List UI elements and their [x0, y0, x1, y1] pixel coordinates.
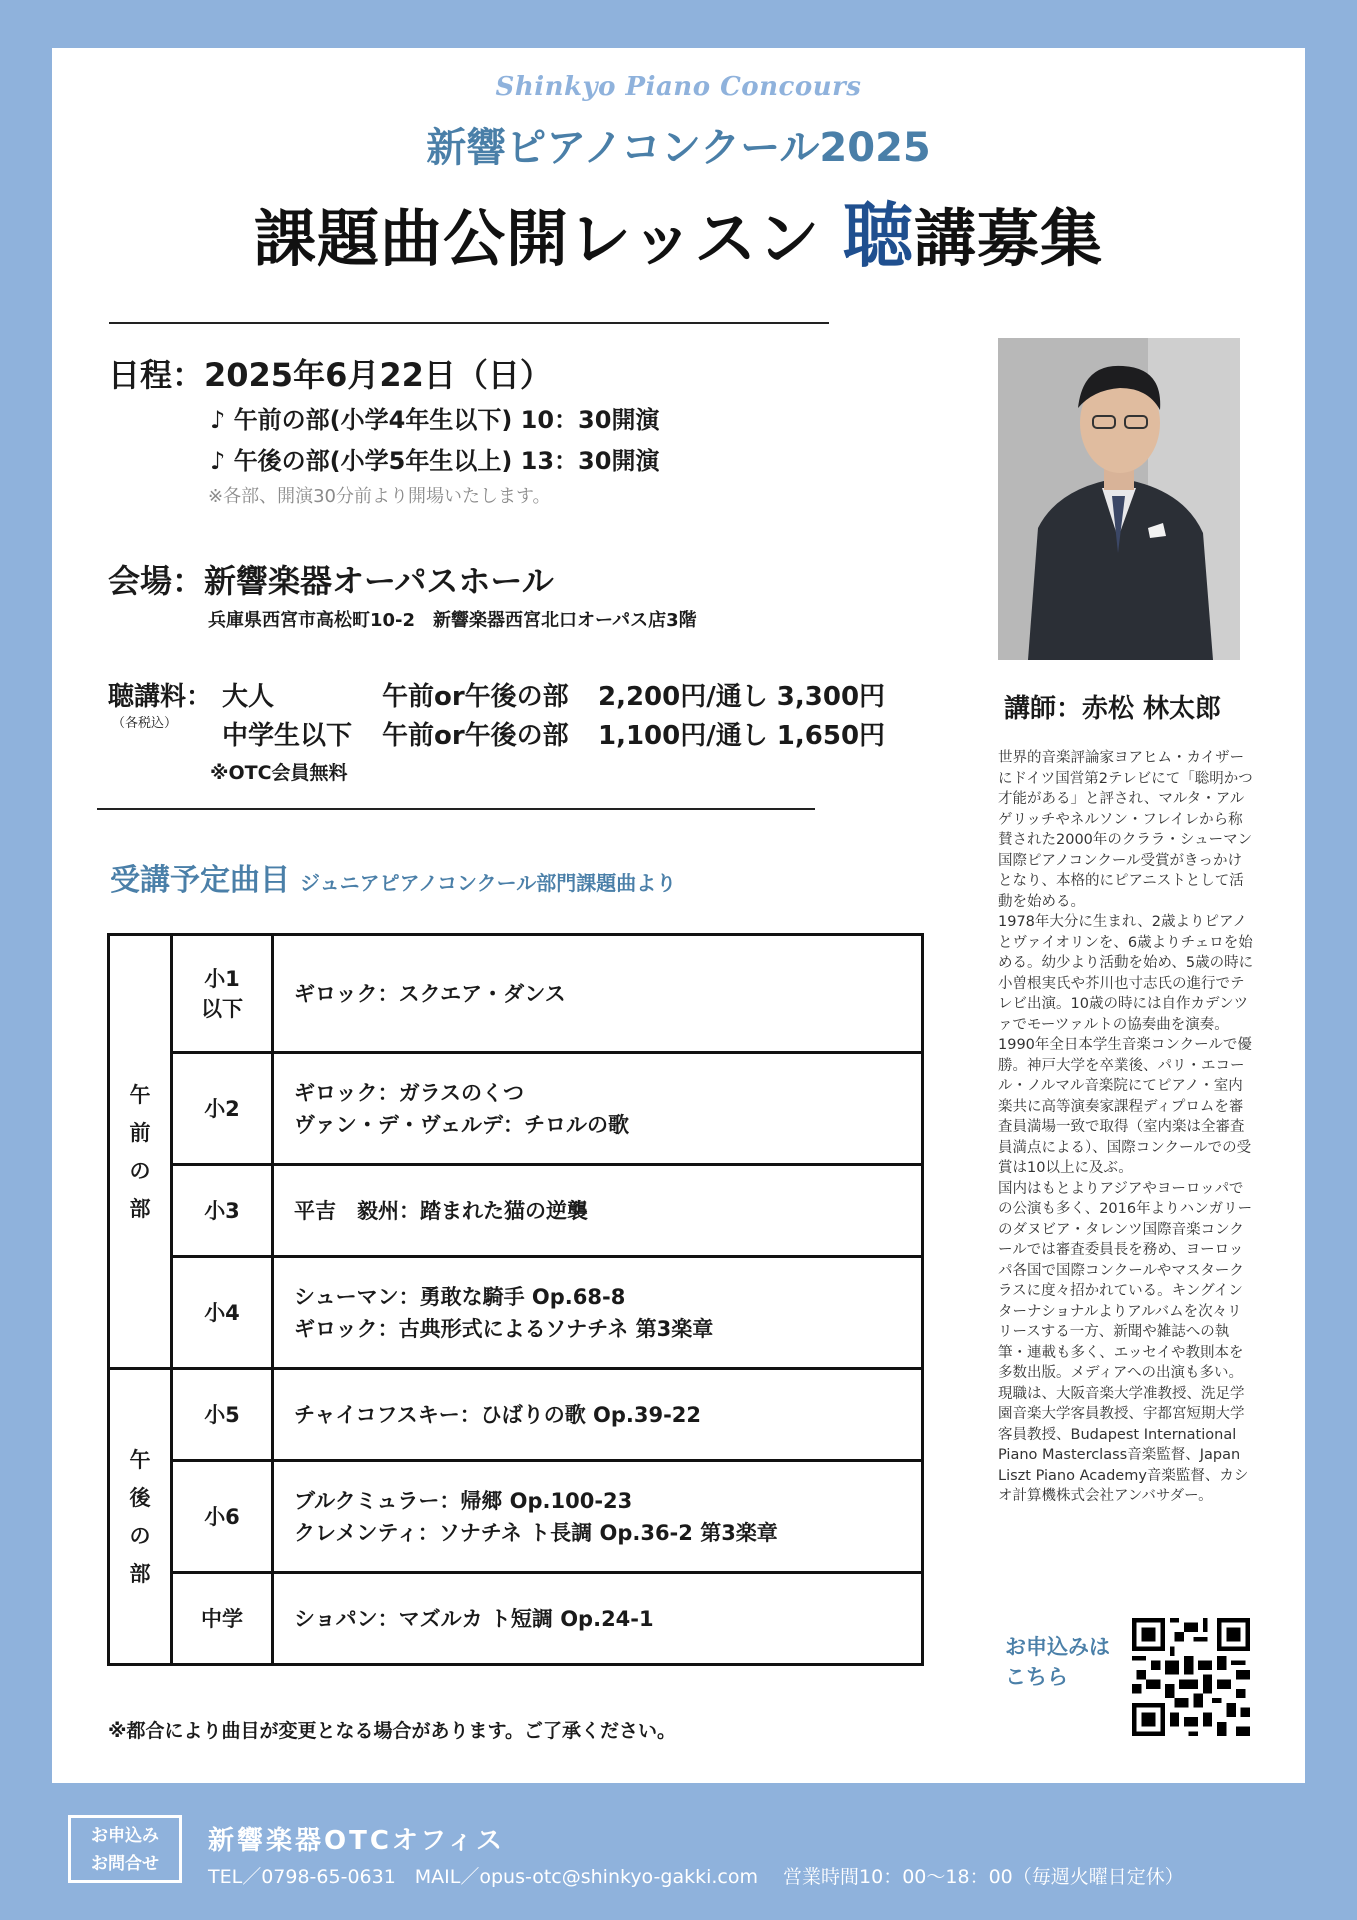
instructor-name: 講師：赤松 林太郎	[1004, 694, 1222, 724]
footer-box-line2: お問合せ	[91, 1854, 159, 1874]
grade-cell: 小4	[172, 1257, 273, 1369]
grade-cell: 小2	[172, 1053, 273, 1165]
schedule-am: ♪ 午前の部(小学4年生以下) 10：30開演	[210, 406, 660, 434]
piece-title: チャイコフスキー：ひばりの歌 Op.39-22	[294, 1402, 702, 1427]
venue-name: 会場：新響楽器オーパスホール	[108, 562, 554, 600]
table-row	[109, 1573, 923, 1665]
piece-cell	[273, 1165, 923, 1257]
table-row	[109, 1369, 923, 1461]
grade-cell: 小1 以下	[172, 935, 273, 1053]
portrait-illustration	[998, 338, 1240, 660]
piece-cell	[273, 1257, 923, 1369]
schedule-date: 日程：2025年6月22日（日）	[108, 356, 552, 394]
pieces-table	[107, 933, 924, 1666]
venue-address: 兵庫県西宮市高松町10-2 新響楽器西宮北口オーパス店3階	[208, 610, 697, 631]
piece-title: ギロック：ガラスのくつ	[294, 1080, 524, 1105]
piece-title: シューマン：勇敢な騎手 Op.68-8	[294, 1284, 626, 1309]
divider-top	[109, 322, 829, 324]
piece-cell	[273, 1461, 923, 1573]
piece-title: ギロック：古典形式によるソナチネ 第3楽章	[294, 1316, 714, 1341]
apply-label	[1005, 1632, 1110, 1692]
grade-cell: 小5	[172, 1369, 273, 1461]
office-name: 新響楽器OTCオフィス	[208, 1826, 506, 1856]
table-row	[109, 1053, 923, 1165]
grade-cell: 中学	[172, 1573, 273, 1665]
session-am: 午 前 の 部	[109, 935, 172, 1369]
qr-code-icon[interactable]	[1132, 1618, 1250, 1736]
piece-cell	[273, 1573, 923, 1665]
grade-cell: 小6	[172, 1461, 273, 1573]
table-row	[109, 935, 923, 1053]
piece-title: ヴァン・デ・ヴェルデ：チロルの歌	[294, 1112, 629, 1137]
fee-price: 2,200円/通し 3,300円	[598, 682, 886, 712]
bio-paragraph: 1978年大分に生まれ、2歳よりピアノとヴァイオリンを、6歳よりチェロを始める。幼少より活動を始め、5歳の時に小曽根実氏や芥川也寸志氏の進行でテレビ出演。10歳の時には自作カデンツァでモーツァルトの協奏曲を演奏。1990年全日本学生音楽コンクールで優勝。神戸大学を卒業後、パリ・エコール・ノルマル音楽院にてピアノ・室内楽共に高等演奏家課程ディプロムを審査員満場一致で取得（室内楽は全審査員満点による）、国際コンクールでの受賞は10以上に及ぶ。	[998, 914, 1254, 1176]
apply-line1: お申込みは	[1005, 1635, 1110, 1659]
title-part2: 講募集	[913, 202, 1103, 275]
piece-title: クレメンティ：ソナチネ ト長調 Op.36-2 第3楽章	[294, 1520, 778, 1545]
pieces-heading	[110, 855, 676, 899]
pieces-title: 受講予定曲目	[110, 863, 290, 898]
concours-logo: Shinkyo Piano Concours	[495, 72, 862, 102]
flyer-sheet	[52, 48, 1305, 1783]
fee-price: 1,100円/通し 1,650円	[598, 721, 886, 751]
contact-info: TEL／0798-65-0631 MAIL／opus-otc@shinkyo-gakki.com 営業時間10：00～18：00（毎週火曜日定休）	[208, 1866, 1184, 1888]
subtitle: 新響ピアノコンクール2025	[426, 125, 931, 171]
piece-title: ブルクミュラー：帰郷 Op.100-23	[294, 1488, 633, 1513]
piece-title: ギロック：スクエア・ダンス	[294, 981, 566, 1006]
change-note: ※都合により曲目が変更となる場合があります。ご了承ください。	[108, 1720, 676, 1742]
piece-title: ショパン：マズルカ ト短調 Op.24-1	[294, 1606, 654, 1631]
piece-cell	[273, 1369, 923, 1461]
footer-contact-box	[68, 1815, 182, 1883]
table-row	[109, 1165, 923, 1257]
piece-cell	[273, 1053, 923, 1165]
fee-who: 中学生以下	[222, 721, 353, 751]
apply-line2: こちら	[1005, 1665, 1068, 1689]
fee-tax-note: （各税込）	[112, 716, 178, 731]
fee-member-note: ※OTC会員無料	[210, 762, 348, 784]
piece-title: 平吉 毅州：踏まれた猫の逆襲	[294, 1198, 588, 1223]
table-row	[109, 1257, 923, 1369]
fee-session: 午前or午後の部	[382, 721, 569, 751]
instructor-photo	[998, 338, 1240, 660]
pieces-subtitle: ジュニアピアノコンクール部門課題曲より	[300, 871, 677, 895]
grade-cell: 小3	[172, 1165, 273, 1257]
schedule-note: ※各部、開演30分前より開場いたします。	[208, 486, 551, 507]
main-title	[52, 180, 1305, 281]
bio-paragraph: 世界的音楽評論家ヨアヒム・カイザーにドイツ国営第2テレビにて「聡明かつ才能がある」と評され、マルタ・アルゲリッチやネルソン・フレイレから称賛された2000年のクララ・シューマン国際ピアノコンクール受賞がきっかけとなり、本格的にピアニストとして活動を始める。	[998, 750, 1253, 910]
piece-cell	[273, 935, 923, 1053]
divider-mid	[97, 808, 815, 810]
fee-who: 大人	[222, 682, 275, 712]
fee-row-child	[222, 715, 962, 751]
table-row	[109, 1461, 923, 1573]
session-pm: 午 後 の 部	[109, 1369, 172, 1665]
bio-paragraph: 現職は、大阪音楽大学准教授、洗足学園音楽大学客員教授、宇都宮短期大学客員教授、Budapest International Piano Masterclass音楽監督、Japan Liszt Piano Academy音楽監督、カシオ計算機株式会社アンバサダー。	[998, 1385, 1249, 1504]
footer-box-line1: お申込み	[91, 1826, 159, 1846]
bio-paragraph: 国内はもとよりアジアやヨーロッパでの公演も多く、2016年よりハンガリーのダヌビア・タレンツ国際音楽コンクールでは審査委員長を務め、ヨーロッパ各国で国際コンクールやマスタークラスに度々招かれている。キングインターナショナルよりアルバムを次々リリースする一方、新聞や雑誌への執筆・連載も多く、エッセイや教則本を多数出版。メディアへの出演も多い。	[998, 1180, 1253, 1381]
fee-row-adult	[222, 676, 962, 712]
instructor-bio	[998, 748, 1254, 1507]
title-part1: 課題曲公開レッスン	[254, 202, 843, 275]
fee-label: 聴講料：	[108, 682, 213, 712]
schedule-pm: ♪ 午後の部(小学5年生以上) 13：30開演	[210, 447, 660, 475]
title-accent: 聴	[842, 195, 914, 277]
fee-session: 午前or午後の部	[382, 682, 569, 712]
